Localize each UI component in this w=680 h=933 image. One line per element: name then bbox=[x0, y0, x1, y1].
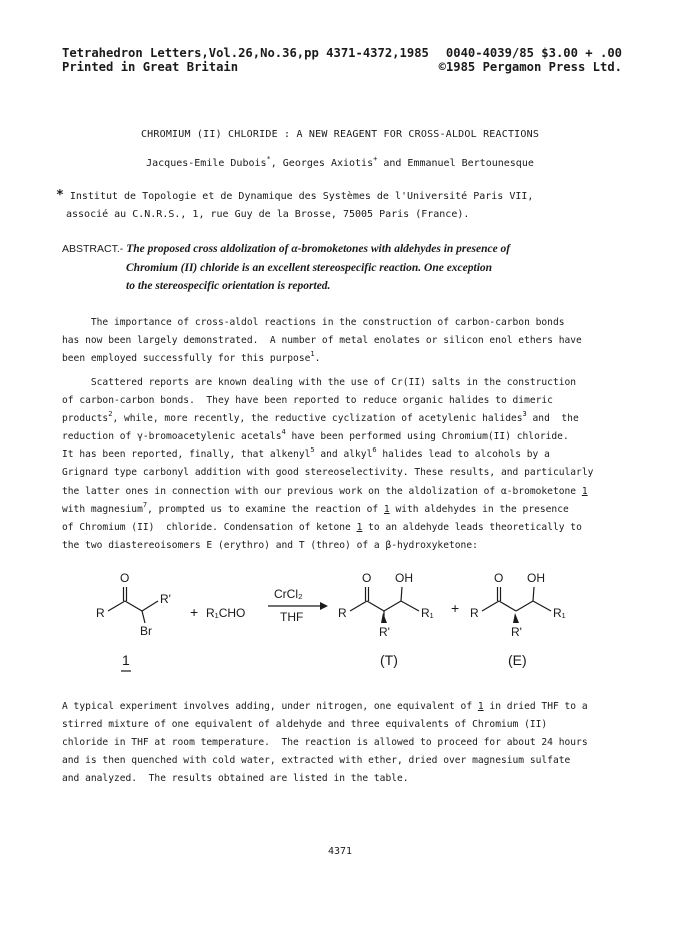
erythro-r1: R₁ bbox=[553, 606, 566, 620]
text-line: of Chromium (II) chloride. Condensation of ketone bbox=[62, 521, 357, 533]
affiliation-mark: * bbox=[56, 188, 64, 203]
text-line: It has been reported, finally, that alkenyl bbox=[62, 449, 311, 461]
erythro-hydroxyl: OH bbox=[527, 571, 545, 585]
text-line: to an aldehyde leads theoretically to bbox=[362, 521, 582, 533]
ketone-r: R bbox=[96, 606, 105, 620]
text-line: Scattered reports are known dealing with the use of Cr(II) salts in the construction bbox=[62, 377, 577, 388]
abstract-label: ABSTRACT.- bbox=[62, 243, 127, 255]
affiliation-line-1: Institut de Topologie et de Dynamique des Systèmes de l'Université Paris VII, bbox=[63, 191, 534, 202]
paragraph-1 bbox=[62, 314, 632, 368]
reference-mark: 5 bbox=[310, 446, 315, 455]
abstract bbox=[62, 240, 632, 296]
erythro-structure bbox=[482, 587, 551, 611]
text-line: products bbox=[62, 413, 109, 425]
reaction-scheme bbox=[92, 565, 612, 685]
text-line: been employed successfully for this purpose bbox=[62, 353, 311, 365]
text-line: chloride in THF at room temperature. The reaction is allowed to proceed for about 24 hours bbox=[62, 737, 588, 749]
reference-mark: 7 bbox=[142, 500, 148, 509]
erythro-oxygen: O bbox=[494, 571, 504, 585]
text-line: Grignard type carbonyl addition with good stereoselectivity. These results, and particularly bbox=[62, 467, 594, 479]
affiliation bbox=[56, 187, 636, 224]
plus-sign: + bbox=[190, 604, 199, 620]
compound-ref: 1 bbox=[581, 485, 588, 497]
text-line: of carbon-carbon bonds. They have been reported to reduce organic halides to dimeric bbox=[62, 395, 553, 407]
text-line: , while, more recently, the reductive cyclization of acetylenic halides bbox=[112, 413, 523, 425]
author-mark-star: * bbox=[266, 155, 271, 163]
reagent-label: CrCl₂ bbox=[274, 587, 303, 601]
text-line: halides lead to alcohols by a bbox=[376, 449, 550, 461]
reference-mark: 4 bbox=[281, 428, 286, 437]
text-line: the latter ones in connection with our previous work on the aldolization of α-bromoketone bbox=[62, 485, 582, 497]
compound-label-erythro: (E) bbox=[508, 652, 527, 668]
text-line: . bbox=[314, 353, 321, 365]
author-bertounesque: and Emmanuel Bertounesque bbox=[377, 158, 534, 169]
threo-r: R bbox=[338, 606, 347, 620]
paragraph-3 bbox=[62, 698, 632, 788]
text-line: in dried THF to a bbox=[483, 701, 588, 712]
compound-ref: 1 bbox=[383, 503, 390, 515]
arrow-head bbox=[320, 602, 328, 610]
text-line: and is then quenched with cold water, extracted with ether, dried over magnesium sulfate bbox=[62, 755, 571, 767]
text-line: with magnesium bbox=[62, 503, 143, 515]
erythro-r-prime: R' bbox=[511, 625, 522, 639]
reference-mark: 1 bbox=[310, 350, 315, 359]
page-number: 4371 bbox=[327, 846, 353, 857]
threo-r-prime: R' bbox=[379, 625, 390, 639]
abstract-line-2: Chromium (II) chloride is an excellent stereospecific reaction. One exception bbox=[126, 261, 493, 274]
reference-mark: 6 bbox=[372, 446, 377, 455]
text-line: and analyzed. The results obtained are listed in the table. bbox=[62, 773, 409, 785]
text-line: has now been largely demonstrated. A number of metal enolates or silicon enol ethers have bbox=[62, 335, 582, 347]
reference-mark: 3 bbox=[522, 410, 527, 419]
threo-r1: R₁ bbox=[421, 606, 434, 620]
journal-header bbox=[62, 46, 622, 74]
author-mark-plus: + bbox=[373, 155, 378, 163]
paragraph-2 bbox=[62, 374, 632, 555]
author-axiotis: , Georges Axiotis bbox=[270, 158, 374, 169]
solvent-label: THF bbox=[280, 610, 304, 624]
text-line: , prompted us to examine the reaction of bbox=[147, 503, 384, 515]
abstract-line-1: The proposed cross aldolization of α-bromoketones with aldehydes in presence of bbox=[126, 243, 511, 255]
text-line: the two diastereoisomers E (erythro) and T (threo) of a β-hydroxyketone: bbox=[62, 539, 478, 551]
printed-in: Printed in Great Britain bbox=[62, 60, 239, 74]
compound-ref: 1 bbox=[356, 521, 363, 533]
reference-mark: 2 bbox=[108, 410, 113, 419]
ketone-r-prime: R' bbox=[160, 592, 171, 606]
plus-sign: + bbox=[451, 600, 460, 616]
text-line: The importance of cross-aldol reactions in the construction of carbon-carbon bonds bbox=[62, 317, 565, 328]
ketone-oxygen: O bbox=[120, 571, 130, 585]
journal-citation: Tetrahedron Letters,Vol.26,No.36,pp 4371-4372,1985 bbox=[62, 46, 429, 60]
text-line: and the bbox=[526, 413, 579, 425]
abstract-line-3: to the stereospecific orientation is reported. bbox=[126, 280, 331, 292]
text-line: stirred mixture of one equivalent of aldehyde and three equivalents of Chromium (II) bbox=[62, 719, 548, 731]
wedge-bond bbox=[513, 613, 519, 623]
aldehyde: R₁CHO bbox=[206, 606, 246, 620]
text-line: with aldehydes in the presence bbox=[389, 503, 569, 515]
compound-label-threo: (T) bbox=[380, 652, 398, 668]
ketone-structure bbox=[108, 587, 158, 623]
text-line: reduction of γ-bromoacetylenic acetals bbox=[62, 431, 282, 443]
text-line: and alkyl bbox=[314, 449, 373, 461]
text-line: have been performed using Chromium(II) chloride. bbox=[285, 431, 569, 443]
threo-hydroxyl: OH bbox=[395, 571, 413, 585]
paper-title: CHROMIUM (II) CHLORIDE : A NEW REAGENT FOR CROSS-ALDOL REACTIONS bbox=[140, 129, 540, 140]
copyright: ©1985 Pergamon Press Ltd. bbox=[438, 60, 622, 74]
compound-label-1: 1 bbox=[122, 652, 130, 668]
affiliation-line-2: associé au C.N.R.S., 1, rue Guy de la Brosse, 75005 Paris (France). bbox=[66, 209, 470, 220]
author-list bbox=[0, 155, 680, 169]
text-line: A typical experiment involves adding, under nitrogen, one equivalent of bbox=[62, 701, 478, 712]
author-dubois: Jacques-Emile Dubois bbox=[146, 158, 267, 169]
erythro-r: R bbox=[470, 606, 479, 620]
threo-oxygen: O bbox=[362, 571, 372, 585]
compound-ref: 1 bbox=[477, 701, 484, 712]
issn-price: 0040-4039/85 $3.00 + .00 bbox=[445, 46, 622, 60]
ketone-bromine: Br bbox=[140, 624, 152, 638]
